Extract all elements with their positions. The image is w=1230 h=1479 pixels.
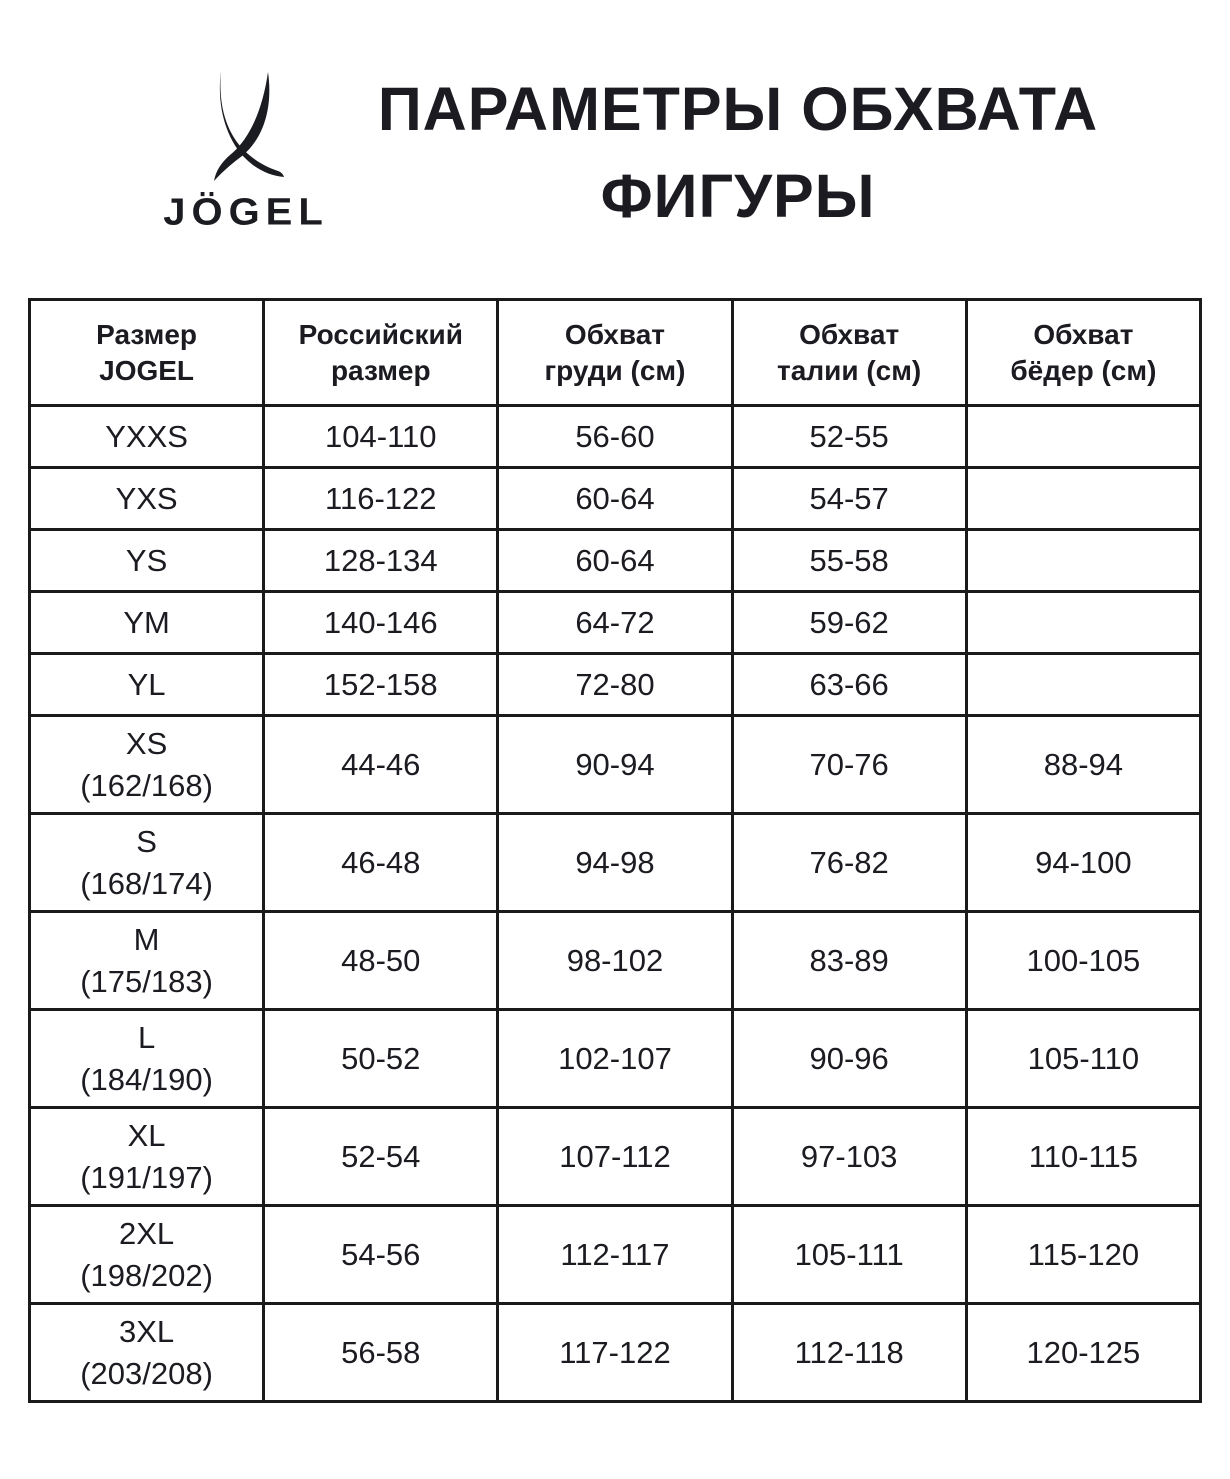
size-cell — [30, 654, 264, 716]
waist-cell: 83-89 — [732, 912, 966, 1010]
table-row — [30, 654, 1201, 716]
chest-cell: 56-60 — [498, 406, 732, 468]
size-label: YS — [125, 542, 168, 578]
hips-cell: 120-125 — [966, 1304, 1200, 1402]
table-row — [30, 912, 1201, 1010]
size-chart-table — [28, 298, 1202, 1403]
russian-size-cell: 54-56 — [264, 1206, 498, 1304]
size-height-label: (184/190) — [80, 1061, 213, 1097]
waist-cell: 112-118 — [732, 1304, 966, 1402]
header-line: Размер — [96, 318, 198, 350]
chest-cell: 94-98 — [498, 814, 732, 912]
chest-cell: 98-102 — [498, 912, 732, 1010]
jogel-swoosh-icon — [205, 70, 287, 190]
size-label: XS — [125, 725, 168, 761]
size-cell — [30, 1108, 264, 1206]
chest-cell: 107-112 — [498, 1108, 732, 1206]
size-height-label: (191/197) — [80, 1159, 213, 1195]
waist-cell: 90-96 — [732, 1010, 966, 1108]
size-height-label: (162/168) — [80, 767, 213, 803]
chest-cell: 60-64 — [498, 468, 732, 530]
chest-cell: 72-80 — [498, 654, 732, 716]
page-title-line1: ПАРАМЕТРЫ ОБХВАТА — [377, 75, 1099, 143]
column-header-hips — [966, 300, 1200, 406]
waist-cell: 59-62 — [732, 592, 966, 654]
size-cell — [30, 814, 264, 912]
hips-cell: 94-100 — [966, 814, 1200, 912]
hips-cell: 105-110 — [966, 1010, 1200, 1108]
waist-cell: 63-66 — [732, 654, 966, 716]
header-line: Российский — [298, 318, 463, 350]
header-line: Обхват — [564, 318, 665, 350]
size-cell — [30, 1304, 264, 1402]
russian-size-cell: 52-54 — [264, 1108, 498, 1206]
table-row — [30, 1206, 1201, 1304]
size-label: YL — [127, 666, 166, 702]
table-row — [30, 1108, 1201, 1206]
size-cell — [30, 912, 264, 1010]
hips-cell: 115-120 — [966, 1206, 1200, 1304]
hips-cell: 110-115 — [966, 1108, 1200, 1206]
size-label: XL — [127, 1117, 166, 1153]
table-row — [30, 1304, 1201, 1402]
size-label: 2XL — [119, 1215, 175, 1251]
waist-cell: 97-103 — [732, 1108, 966, 1206]
russian-size-cell: 56-58 — [264, 1304, 498, 1402]
size-cell — [30, 1010, 264, 1108]
header-line: Обхват — [799, 318, 900, 350]
chest-cell: 102-107 — [498, 1010, 732, 1108]
hips-cell — [966, 654, 1200, 716]
size-label: L — [137, 1019, 156, 1055]
chest-cell: 112-117 — [498, 1206, 732, 1304]
hips-cell: 88-94 — [966, 716, 1200, 814]
chest-cell: 64-72 — [498, 592, 732, 654]
size-label: YXS — [115, 480, 178, 516]
header-line: JOGEL — [99, 354, 195, 386]
size-cell — [30, 716, 264, 814]
column-header-waist — [732, 300, 966, 406]
table-row — [30, 406, 1201, 468]
russian-size-cell: 104-110 — [264, 406, 498, 468]
russian-size-cell: 44-46 — [264, 716, 498, 814]
header-line: груди (см) — [544, 354, 686, 386]
table-row — [30, 530, 1201, 592]
chest-cell: 60-64 — [498, 530, 732, 592]
size-cell — [30, 592, 264, 654]
page-title — [334, 66, 1142, 240]
size-height-label: (175/183) — [80, 963, 213, 999]
brand-header — [0, 0, 1230, 298]
header-line: размер — [330, 354, 431, 386]
russian-size-cell: 50-52 — [264, 1010, 498, 1108]
size-cell — [30, 1206, 264, 1304]
russian-size-cell: 46-48 — [264, 814, 498, 912]
waist-cell: 54-57 — [732, 468, 966, 530]
header-line: талии (см) — [777, 354, 922, 386]
hips-cell — [966, 406, 1200, 468]
size-height-label: (203/208) — [80, 1355, 213, 1391]
table-row — [30, 716, 1201, 814]
size-chart-body — [30, 406, 1201, 1402]
waist-cell: 55-58 — [732, 530, 966, 592]
header-line: бёдер (см) — [1010, 354, 1157, 386]
waist-cell: 105-111 — [732, 1206, 966, 1304]
hips-cell — [966, 592, 1200, 654]
table-row — [30, 592, 1201, 654]
waist-cell: 70-76 — [732, 716, 966, 814]
russian-size-cell: 152-158 — [264, 654, 498, 716]
hips-cell — [966, 530, 1200, 592]
size-cell — [30, 406, 264, 468]
size-height-label: (198/202) — [80, 1257, 213, 1293]
jogel-wordmark: JÖGEL — [163, 191, 329, 233]
size-label: YM — [123, 604, 170, 640]
size-label: S — [136, 823, 157, 859]
hips-cell — [966, 468, 1200, 530]
table-row — [30, 468, 1201, 530]
size-label: M — [133, 921, 160, 957]
jogel-logo — [158, 70, 334, 232]
header-line: Обхват — [1033, 318, 1134, 350]
column-header-jogel-size — [30, 300, 264, 406]
header-row — [30, 300, 1201, 406]
russian-size-cell: 128-134 — [264, 530, 498, 592]
column-header-chest — [498, 300, 732, 406]
page-title-line2: ФИГУРЫ — [600, 162, 876, 230]
size-cell — [30, 530, 264, 592]
hips-cell: 100-105 — [966, 912, 1200, 1010]
waist-cell: 52-55 — [732, 406, 966, 468]
size-cell — [30, 468, 264, 530]
chest-cell: 117-122 — [498, 1304, 732, 1402]
russian-size-cell: 140-146 — [264, 592, 498, 654]
size-label: 3XL — [119, 1313, 175, 1349]
column-header-russian-size — [264, 300, 498, 406]
russian-size-cell: 48-50 — [264, 912, 498, 1010]
russian-size-cell: 116-122 — [264, 468, 498, 530]
size-chart-header — [30, 300, 1201, 406]
table-row — [30, 1010, 1201, 1108]
waist-cell: 76-82 — [732, 814, 966, 912]
chest-cell: 90-94 — [498, 716, 732, 814]
table-row — [30, 814, 1201, 912]
size-height-label: (168/174) — [80, 865, 213, 901]
size-label: YXXS — [105, 418, 188, 454]
